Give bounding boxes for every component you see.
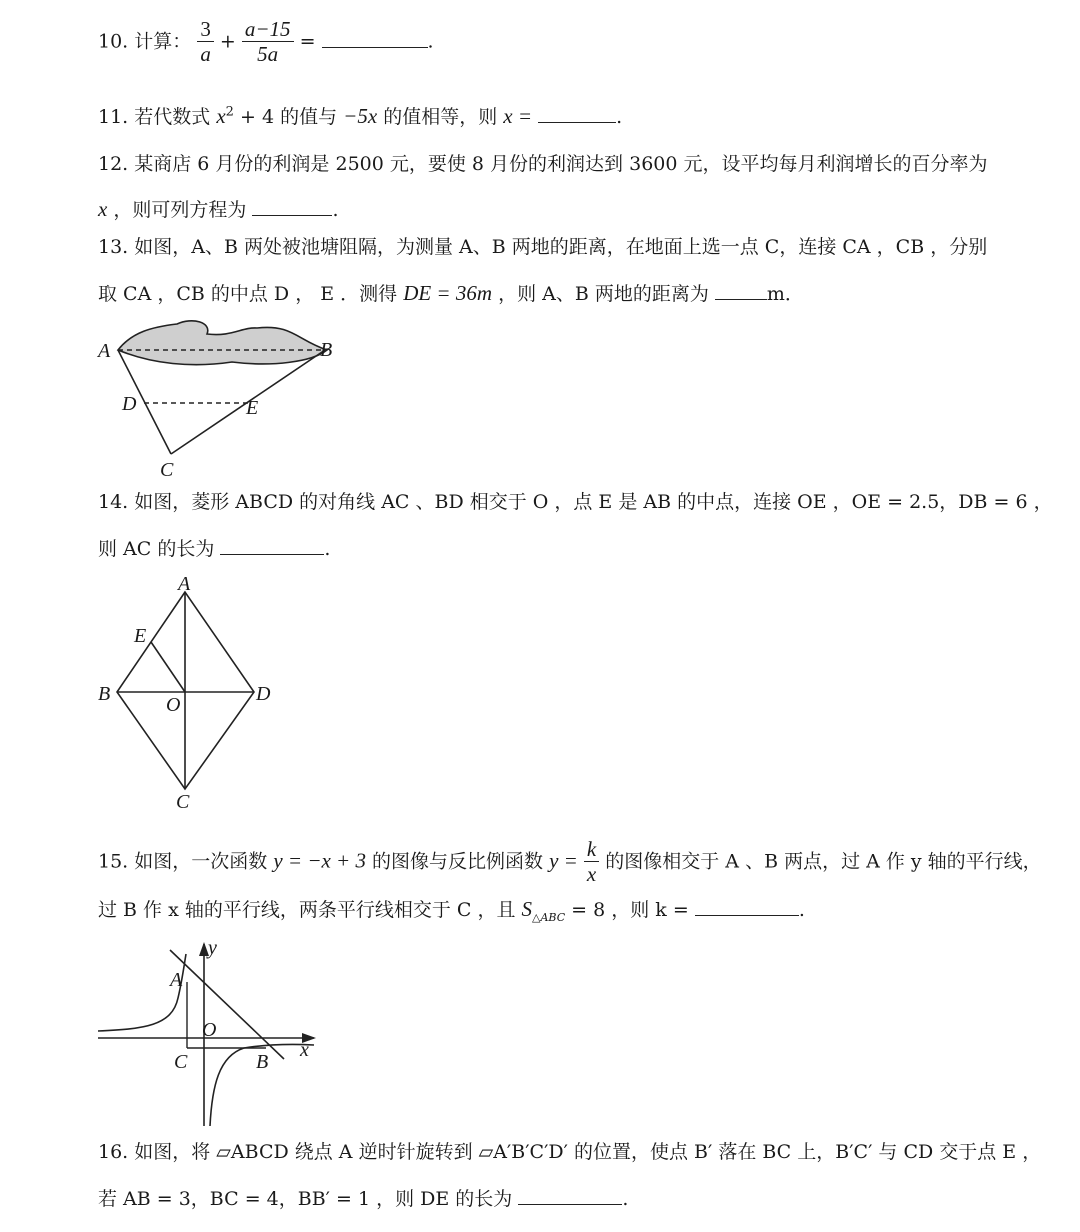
pond-shape — [118, 321, 327, 365]
label-c: C — [160, 459, 174, 481]
question-number: 10. — [98, 30, 129, 53]
question-number: 11. — [98, 106, 129, 128]
question-13-line-1: 13. 如图，A、B 两处被池塘阻隔，为测量 A、B 两地的距离，在地面上选一点 C，连接 CA ，CB ，分别 — [98, 236, 988, 258]
question-number: 14. — [98, 491, 129, 513]
answer-blank — [220, 536, 324, 555]
label-e: E — [246, 397, 259, 419]
fraction-a-15-over-5a: $\frac{a-15}{5a}$ — [242, 18, 294, 67]
pond-triangle-figure — [92, 312, 352, 482]
label-e: E — [134, 625, 147, 647]
fraction-k-over-x: $\frac{k}{x}$ — [584, 838, 599, 887]
function-graph-figure — [94, 936, 334, 1136]
label-o: O — [202, 1019, 217, 1041]
label-c: C — [174, 1051, 188, 1073]
question-12-line-1: 12. 某商店 6 月份的利润是 2500 元，要使 8 月份的利润达到 3600 元，设平均每月利润增长的百分率为 — [98, 153, 988, 175]
answer-blank — [695, 897, 799, 916]
answer-blank — [518, 1186, 622, 1205]
label-a: A — [178, 573, 191, 595]
equals-sign: = — [299, 30, 316, 53]
answer-blank — [715, 281, 767, 300]
question-15-line-2: 过 B 作 x 轴的平行线，两条平行线相交于 C ，且 $S_{\triangle ABC} = 8$ ，则 k = . — [98, 897, 805, 924]
answer-blank — [538, 104, 616, 123]
label-c: C — [176, 791, 190, 813]
label-d: D — [122, 393, 137, 415]
segment-oe — [151, 642, 185, 692]
question-number: 12. — [98, 153, 129, 175]
question-16-line-1: 16. 如图，将 ▱ABCD 绕点 A 逆时针旋转到 ▱A′B′C′D′ 的位置，使点 B′ 落在 BC 上，B′C′ 与 CD 交于点 E ， — [98, 1141, 1042, 1163]
question-14-line-1: 14. 如图，菱形 ABCD 的对角线 AC 、BD 相交于 O ，点 E 是 AB 的中点，连接 OE ，OE = 2.5，DB = 6 ， — [98, 491, 1053, 513]
fraction-3-over-a: $\frac{3}{a}$ — [197, 18, 214, 67]
question-text: 计算： — [134, 30, 192, 53]
question-14-line-2: 则 AC 的长为 . — [98, 538, 331, 560]
label-x: x — [300, 1039, 309, 1061]
question-10: 10. 计算： $\frac{3}{a}$ + $\frac{a-15}{5a}$ = . — [98, 17, 434, 67]
label-b: B — [320, 339, 333, 361]
label-b: B — [98, 683, 111, 705]
plus-sign: + — [219, 30, 236, 53]
question-11: 11. 若代数式 $x^2 + 4$ 的值与 −5x 的值相等，则 x = . — [98, 104, 623, 128]
question-number: 15. — [98, 850, 129, 873]
label-a: A — [170, 969, 183, 991]
answer-blank — [252, 197, 332, 216]
label-y: y — [208, 937, 217, 959]
label-a: A — [98, 340, 111, 362]
question-13-line-2: 取 CA ，CB 的中点 D ， E ．测得 DE = 36m ，则 A、B 两地的距离为 m． — [98, 281, 804, 305]
question-number: 13. — [98, 236, 129, 258]
question-16-line-2: 若 AB = 3，BC = 4，BB′ = 1 ，则 DE 的长为 . — [98, 1188, 629, 1210]
question-number: 16. — [98, 1141, 129, 1163]
label-b: B — [256, 1051, 269, 1073]
answer-blank — [322, 29, 428, 48]
question-15-line-1: 15. 如图，一次函数 y = −x + 3 的图像与反比例函数 y = $\frac{k}{x}$ 的图像相交于 A 、B 两点，过 A 作 y 轴的平行线， — [98, 837, 1042, 887]
question-12-line-2: x ，则可列方程为 . — [98, 197, 339, 221]
rhombus-figure — [92, 570, 292, 815]
label-o: O — [166, 694, 181, 716]
label-d: D — [256, 683, 271, 705]
hyperbola-branch-left — [98, 954, 186, 1031]
